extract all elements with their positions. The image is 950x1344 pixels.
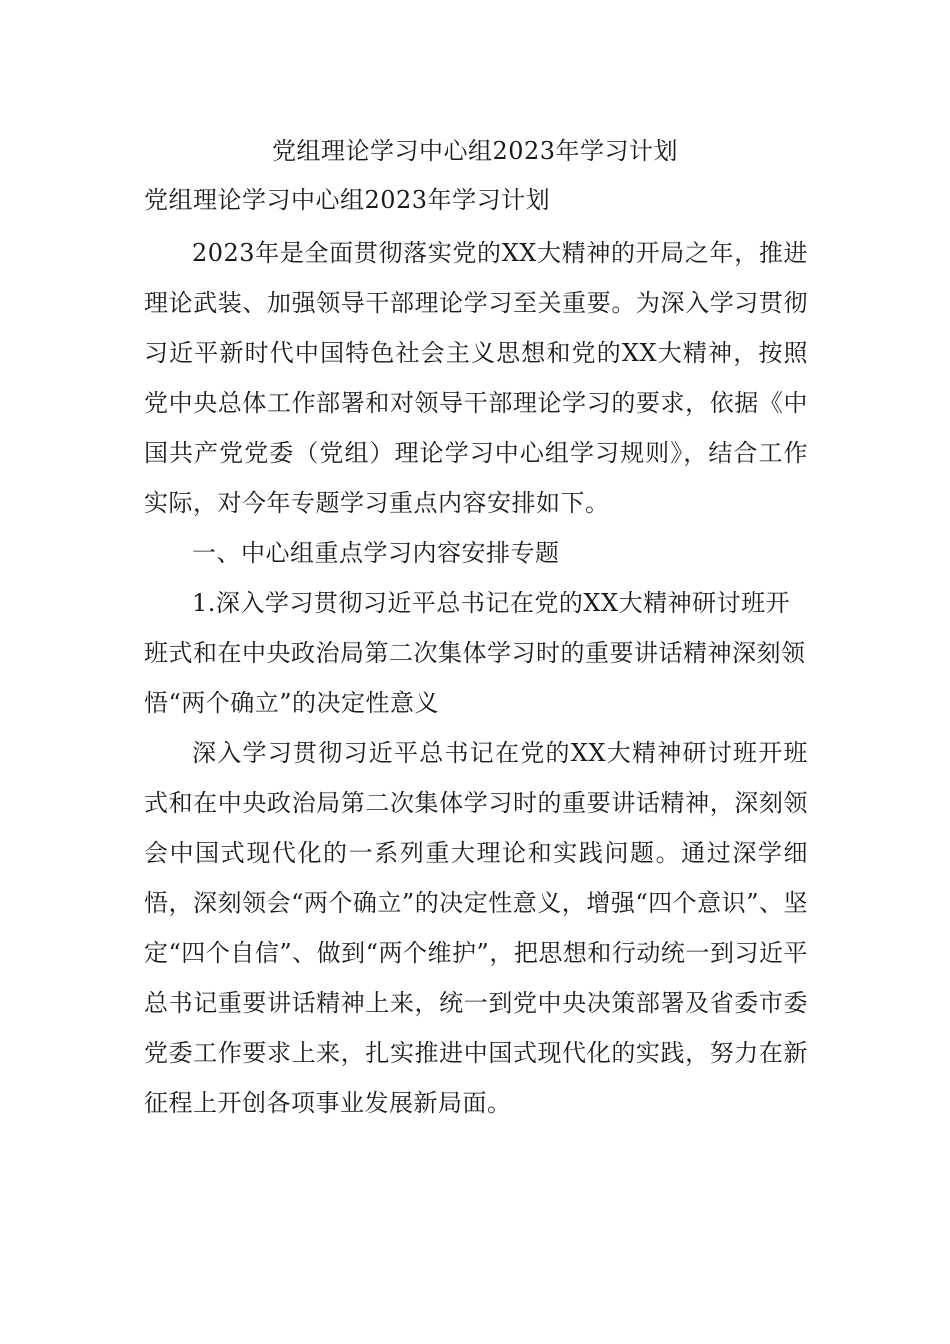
- document-title: 党组理论学习中心组2023年学习计划: [271, 137, 679, 165]
- subsection-heading: 1.深入学习贯彻习近平总书记在党的XX大精神研讨班开班式和在中央政治局第二次集体学习时的重要讲话精神深刻领悟“两个确立”的决定性意义: [144, 589, 806, 717]
- intro-paragraph: 2023年是全面贯彻落实党的XX大精神的开局之年，推进理论武装、加强领导干部理论学习至关重要。为深入学习贯彻习近平新时代中国特色社会主义思想和党的XX大精神，按照党中央总体工作部署和对领导干部理论学习的要求，依据《中国共产党党委（党组）理论学习中心组学习规则》，结合工作实际，对今年专题学习重点内容安排如下。: [144, 239, 808, 517]
- body-paragraph: 深入学习贯彻习近平总书记在党的XX大精神研讨班开班式和在中央政治局第二次集体学习时的重要讲话精神，深刻领会中国式现代化的一系列重大理论和实践问题。通过深学细悟，深刻领会“两个确立”的决定性意义，增强“四个意识”、坚定“四个自信”、做到“两个维护”，把思想和行动统一到习近平总书记重要讲话精神上来，统一到党中央决策部署及省委市委党委工作要求上来，扎实推进中国式现代化的实践，努力在新征程上开创各项事业发展新局面。: [144, 739, 808, 1117]
- document-body: [144, 228, 808, 1128]
- document-subtitle: 党组理论学习中心组2023年学习计划: [144, 186, 551, 214]
- section-heading: 一、中心组重点学习内容安排专题: [192, 539, 560, 567]
